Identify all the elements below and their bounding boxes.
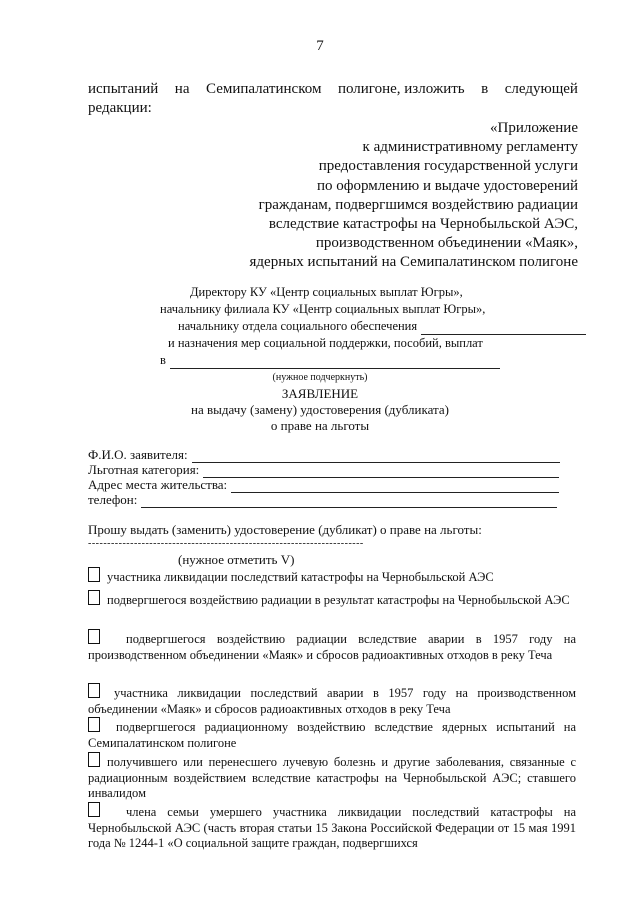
addressee-line: начальнику филиала КУ «Центр социальных выплат Югры», bbox=[160, 302, 486, 316]
appendix-line: ядерных испытаний на Семипалатинском полигоне bbox=[249, 254, 578, 271]
dash-separator: ------------------------------------------------------------------------ bbox=[88, 538, 364, 549]
addressee-line: Директору КУ «Центр социальных выплат Югры», bbox=[190, 285, 463, 299]
category-label: Льготная категория: bbox=[88, 462, 200, 477]
checkbox[interactable] bbox=[88, 802, 100, 817]
option-item[interactable] bbox=[88, 567, 576, 586]
appendix-heading bbox=[250, 119, 579, 273]
option-item[interactable] bbox=[88, 683, 576, 717]
option-text: подвергшегося воздействию радиации вследствие аварии в 1957 году на производственном объединении «Маяк» и сбросов радиоактивных отходов в реку Теча bbox=[88, 632, 576, 662]
addressee-line-3 bbox=[160, 318, 635, 335]
appendix-line: гражданам, подвергшимся воздействию радиации bbox=[258, 196, 578, 213]
intro-word: Семипалатинском bbox=[206, 81, 322, 97]
option-text: подвергшегося радиационному воздействию вследствие ядерных испытаний на Семипалатинском полигоне bbox=[88, 720, 576, 750]
checkbox[interactable] bbox=[88, 629, 100, 644]
intro-line-1 bbox=[88, 80, 578, 99]
application-subtitle: на выдачу (замену) удостоверения (дубликата) bbox=[191, 402, 449, 417]
appendix-line: «Приложение bbox=[489, 120, 578, 136]
option-item[interactable] bbox=[88, 802, 576, 852]
option-item[interactable] bbox=[88, 752, 576, 802]
option-item[interactable] bbox=[88, 590, 576, 609]
option-text: подвергшегося воздействию радиации в результат катастрофы на Чернобыльской АЭС bbox=[107, 593, 570, 607]
checkbox[interactable] bbox=[88, 590, 100, 605]
address-field bbox=[88, 477, 559, 493]
mark-note: (нужное отметить V) bbox=[178, 552, 295, 567]
appendix-line: к административному регламенту bbox=[362, 139, 578, 156]
phone-field bbox=[88, 492, 557, 508]
underline-note: (нужное подчеркнуть) bbox=[272, 372, 368, 383]
checkbox[interactable] bbox=[88, 683, 100, 698]
page-number: 7 bbox=[316, 38, 324, 54]
checkbox[interactable] bbox=[88, 717, 100, 732]
addressee-line: начальнику отдела социального обеспечения bbox=[178, 319, 418, 333]
intro-paragraph bbox=[88, 80, 578, 118]
checkbox[interactable] bbox=[88, 567, 100, 582]
intro-word: полигоне, изложить bbox=[337, 81, 465, 97]
location-underline bbox=[170, 356, 500, 369]
address-label: Адрес места жительства: bbox=[88, 477, 228, 492]
fio-label: Ф.И.О. заявителя: bbox=[88, 447, 188, 462]
application-subtitle: о праве на льготы bbox=[270, 418, 370, 433]
appendix-line: вследствие катастрофы на Чернобыльской АЭС, bbox=[268, 216, 578, 233]
option-text: участника ликвидации последствий катастрофы на Чернобыльской АЭС bbox=[107, 570, 494, 584]
addressee-line: в bbox=[160, 353, 166, 367]
department-underline bbox=[421, 322, 586, 335]
checkbox[interactable] bbox=[88, 752, 100, 767]
addressee-line-5 bbox=[160, 352, 635, 369]
addressee-block bbox=[160, 284, 635, 369]
phone-label: телефон: bbox=[88, 492, 138, 507]
appendix-line: по оформлению и выдаче удостоверений bbox=[317, 177, 578, 194]
phone-input-line[interactable] bbox=[141, 495, 557, 508]
appendix-line: производственном объединении «Маяк», bbox=[315, 235, 578, 252]
intro-word: в bbox=[481, 81, 489, 97]
intro-line-2: редакции: bbox=[88, 100, 152, 116]
option-text: участника ликвидации последствий аварии в 1957 году на производственном объединении «Маяк» и сбросов радиоактивных отходов в реку Теча bbox=[88, 686, 576, 716]
category-field bbox=[88, 462, 559, 478]
appendix-line: предоставления государственной услуги bbox=[318, 158, 578, 175]
addressee-line: и назначения мер социальной поддержки, пособий, выплат bbox=[168, 336, 483, 350]
option-text: получившего или перенесшего лучевую болезнь и другие заболевания, связанные с радиационным воздействием вследствие катастрофы на Чернобыльской АЭС; ставшего инвалидом bbox=[88, 755, 576, 800]
option-item[interactable] bbox=[88, 629, 576, 663]
intro-word: на bbox=[174, 81, 190, 97]
option-text: члена семьи умершего участника ликвидации последствий катастрофы на Чернобыльской АЭС (часть вторая статьи 15 Закона Российской Федерации от 15 мая 1991 года № 1244-1 «О социальной защите граждан, подвергшихся bbox=[88, 805, 576, 850]
intro-word: следующей bbox=[504, 81, 578, 97]
fio-field bbox=[88, 447, 560, 463]
application-title: ЗАЯВЛЕНИЕ bbox=[281, 386, 359, 401]
option-item[interactable] bbox=[88, 717, 576, 751]
intro-word: испытаний bbox=[88, 81, 159, 97]
request-text: Прошу выдать (заменить) удостоверение (дубликат) о праве на льготы: bbox=[88, 522, 482, 537]
